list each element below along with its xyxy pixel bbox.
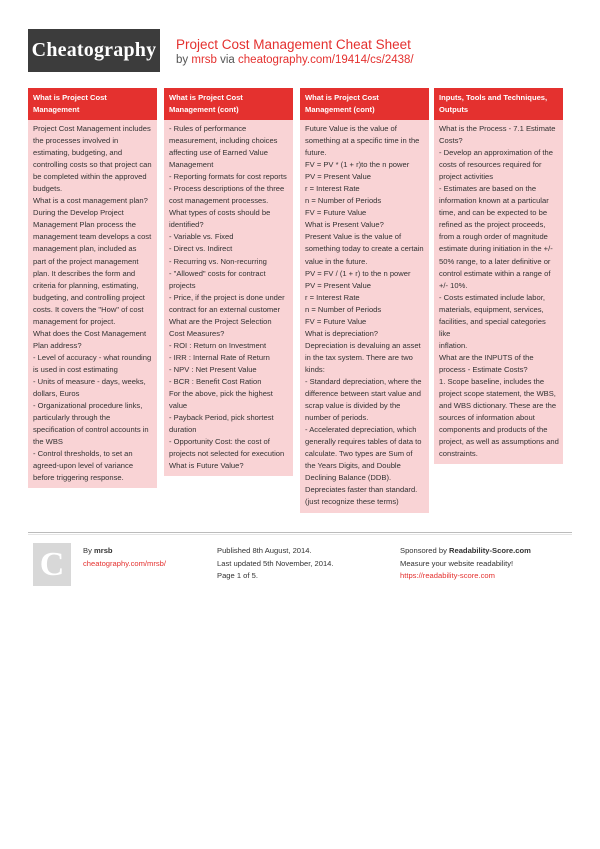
text-line: - NPV : Net Present Value: [169, 364, 257, 374]
text-line: Management: [169, 160, 214, 170]
text-line: Management Plan process the: [33, 220, 136, 230]
text-line: - Units of measure - days, weeks,: [33, 376, 146, 386]
column-body: [434, 120, 563, 464]
text-line: components and products of the: [439, 425, 548, 435]
text-line: affecting use of Earned Value: [169, 148, 268, 158]
text-line: projects not selected for execution: [169, 449, 285, 459]
text-line: project activities: [439, 172, 494, 182]
text-line: be completed within the approved: [33, 172, 147, 182]
text-line: 1. Scope baseline, includes the: [439, 376, 545, 386]
text-line: criteria for planning, estimating,: [33, 280, 139, 290]
sponsor-url[interactable]: https://readability-score.com: [400, 571, 495, 580]
text-line: Depreciates faster than standard.: [305, 485, 418, 495]
text-line: - Organizational procedure links,: [33, 401, 143, 411]
footer-author-block: [83, 545, 166, 570]
text-line: - Recurring vs. Non-recurring: [169, 256, 267, 266]
text-line: part of the project management: [33, 256, 139, 266]
text-line: r = Interest Rate: [305, 184, 360, 194]
text-line: from a rough order of magnitude: [439, 232, 548, 242]
text-line: process - Estimate Costs?: [439, 364, 528, 374]
text-line: What are the Project Selection: [169, 316, 272, 326]
text-line: 50% range, to a later definitive or: [439, 256, 551, 266]
text-line: in the tax system. There are two: [305, 352, 413, 362]
text-line: plan. It describes the form and: [33, 268, 136, 278]
text-line: controlling costs so that project can: [33, 160, 152, 170]
text-line: costs. It covers the "How" of cost: [33, 304, 144, 314]
text-line: n = Number of Periods: [305, 304, 382, 314]
column-1: [28, 88, 157, 488]
text-line: specification of control accounts in: [33, 425, 149, 435]
text-line: sources of information about: [439, 413, 535, 423]
text-line: - IRR : Internal Rate of Return: [169, 352, 270, 362]
text-line: information known at a particular: [439, 196, 549, 206]
footer-divider-shadow: [28, 534, 572, 535]
by-label: By: [83, 546, 92, 555]
text-line: What is the Process - 7.1 Estimate: [439, 124, 556, 133]
text-line: What is Future Value?: [169, 461, 244, 471]
text-line: r = Interest Rate: [305, 292, 360, 302]
text-line: budgeting, and controlling project: [33, 292, 145, 302]
text-line: project scope statement, the WBS,: [439, 389, 556, 399]
text-line: agreed-upon level of variance: [33, 461, 134, 471]
text-line: What is depreciation?: [305, 328, 379, 338]
sheet-url-link[interactable]: cheatography.com/19414/cs/2438/: [238, 54, 414, 66]
column-body: [164, 120, 293, 476]
text-line: difference between start value and: [305, 389, 421, 399]
text-line: and WBS dictionary. These are the: [439, 401, 557, 411]
footer-author-url[interactable]: cheatography.com/mrsb/: [83, 558, 167, 568]
text-line: - Opportunity Cost: the cost of: [169, 437, 270, 447]
text-line: the Years Digits, and Double: [305, 461, 401, 471]
text-line: contract for an external customer: [169, 304, 281, 314]
column-heading: What is Project Cost Management: [28, 88, 157, 120]
text-line: - Reporting formats for cost reports: [169, 172, 287, 182]
byline: [176, 54, 414, 66]
column-heading: What is Project Cost Management (cont): [300, 88, 429, 120]
column-4: [434, 88, 563, 464]
text-line: What does the Cost Management: [33, 328, 147, 338]
text-line: - Develop an approximation of the: [439, 148, 553, 158]
text-line: management for project.: [33, 316, 116, 326]
text-line: Future Value is the value of: [305, 124, 397, 133]
page-title[interactable]: Project Cost Management Cheat Sheet: [176, 37, 411, 52]
text-line: FV = Future Value: [305, 316, 367, 326]
text-line: - Direct vs. Indirect: [169, 244, 233, 254]
text-line: What is Present Value?: [305, 220, 384, 230]
text-line: value in the future.: [305, 256, 368, 266]
text-line: Depreciation is devaluing an asset: [305, 340, 421, 350]
by-word: by: [176, 54, 189, 66]
text-line: dollars, Euros: [33, 389, 80, 399]
footer-author-line: [83, 545, 166, 558]
sponsor-tagline: Measure your website readability!: [400, 558, 514, 568]
text-line: facilities, and special categories like: [439, 316, 546, 338]
text-line: future.: [305, 148, 327, 158]
column-body: [300, 120, 429, 513]
text-line: What are the INPUTS of the: [439, 352, 534, 362]
column-body: [28, 120, 157, 488]
text-line: Cost Measures?: [169, 328, 225, 338]
text-line: kinds:: [305, 364, 325, 374]
text-line: - Costs estimated include labor,: [439, 292, 545, 302]
text-line: - Rules of performance: [169, 124, 247, 133]
page-number: Page 1 of 5.: [217, 571, 258, 580]
text-line: FV = PV * (1 + r)to the n power: [305, 160, 410, 170]
text-line: refined as the project proceeds,: [439, 220, 546, 230]
text-line: something at a specific time in the: [305, 136, 420, 146]
cheatography-logo[interactable]: Cheatography: [28, 29, 160, 72]
text-line: Project Cost Management includes: [33, 124, 151, 133]
text-line: scrap value is divided by the: [305, 401, 401, 411]
column-2: [164, 88, 293, 476]
text-line: measurement, including choices: [169, 136, 278, 146]
text-line: (just recognize these terms): [305, 497, 399, 507]
text-line: Costs?: [439, 136, 463, 146]
text-line: is used in cost estimating: [33, 364, 118, 374]
text-line: cost management processes.: [169, 196, 269, 206]
text-line: calculate. Two types are Sum of: [305, 449, 413, 459]
footer-sponsor-block: [400, 545, 531, 583]
text-line: - "Allowed" costs for contract: [169, 268, 266, 278]
published-date: Published 8th August, 2014.: [217, 546, 312, 555]
footer-divider: [28, 532, 572, 533]
text-line: What is a cost management plan?: [33, 196, 148, 206]
footer-author-name[interactable]: mrsb: [94, 546, 113, 555]
text-line: project, as well as assumptions and: [439, 437, 559, 447]
text-line: number of periods.: [305, 413, 369, 423]
text-line: - Level of accuracy - what rounding: [33, 352, 152, 362]
text-line: something today to create a certain: [305, 244, 424, 254]
text-line: particularly through the: [33, 413, 111, 423]
text-line: generally requires tables of data to: [305, 437, 422, 447]
author-link[interactable]: mrsb: [191, 54, 217, 66]
text-line: materials, equipment, services,: [439, 304, 544, 314]
sponsor-line: [400, 545, 531, 558]
updated-date: Last updated 5th November, 2014.: [217, 558, 334, 568]
text-line: PV = Present Value: [305, 280, 371, 290]
author-avatar[interactable]: C: [33, 543, 71, 586]
text-line: estimating, budgeting, and: [33, 148, 123, 158]
text-line: time, and can be expected to be: [439, 208, 548, 218]
text-line: - Estimates are based on the: [439, 184, 537, 194]
footer-dates-block: [217, 545, 334, 583]
text-line: value: [169, 401, 188, 411]
text-line: constraints.: [439, 449, 478, 459]
text-line: +/- 10%.: [439, 280, 468, 290]
text-line: - Control thresholds, to set an: [33, 449, 133, 459]
text-line: control estimate within a range of: [439, 268, 551, 278]
text-line: - BCR : Benefit Cost Ration: [169, 376, 262, 386]
text-line: the processes involved in: [33, 136, 119, 146]
text-line: costs of resources required for: [439, 160, 542, 170]
text-line: estimate during initiation in the +/-: [439, 244, 553, 254]
text-line: - Accelerated depreciation, which: [305, 425, 417, 435]
text-line: the WBS: [33, 437, 63, 447]
text-line: inflation.: [439, 340, 468, 350]
text-line: For the above, pick the highest: [169, 389, 273, 399]
text-line: - Process descriptions of the three: [169, 184, 285, 194]
text-line: Plan address?: [33, 340, 82, 350]
sponsor-prefix: Sponsored by: [400, 546, 447, 555]
text-line: PV = FV / (1 + r) to the n power: [305, 268, 411, 278]
column-heading: What is Project Cost Management (cont): [164, 88, 293, 120]
text-line: - ROI : Return on Investment: [169, 340, 267, 350]
text-line: PV = Present Value: [305, 172, 371, 182]
text-line: management team develops a cost: [33, 232, 152, 242]
text-line: - Standard depreciation, where the: [305, 376, 422, 386]
text-line: duration: [169, 425, 197, 435]
text-line: During the Develop Project: [33, 208, 124, 218]
text-line: n = Number of Periods: [305, 196, 382, 206]
text-line: identified?: [169, 220, 204, 230]
text-line: budgets.: [33, 184, 63, 194]
text-line: management plan, included as: [33, 244, 137, 254]
text-line: - Price, if the project is done under: [169, 292, 285, 302]
text-line: projects: [169, 280, 196, 290]
column-3: [300, 88, 429, 513]
text-line: Declining Balance (DDB).: [305, 473, 392, 483]
text-line: FV = Future Value: [305, 208, 367, 218]
sponsor-name[interactable]: Readability-Score.com: [449, 546, 531, 555]
via-word: via: [220, 54, 235, 66]
text-line: - Variable vs. Fixed: [169, 232, 234, 242]
text-line: Present Value is the value of: [305, 232, 402, 242]
text-line: What types of costs should be: [169, 208, 271, 218]
text-line: - Payback Period, pick shortest: [169, 413, 274, 423]
text-line: before triggering response.: [33, 473, 124, 483]
column-heading: Inputs, Tools and Techniques, Outputs: [434, 88, 563, 120]
